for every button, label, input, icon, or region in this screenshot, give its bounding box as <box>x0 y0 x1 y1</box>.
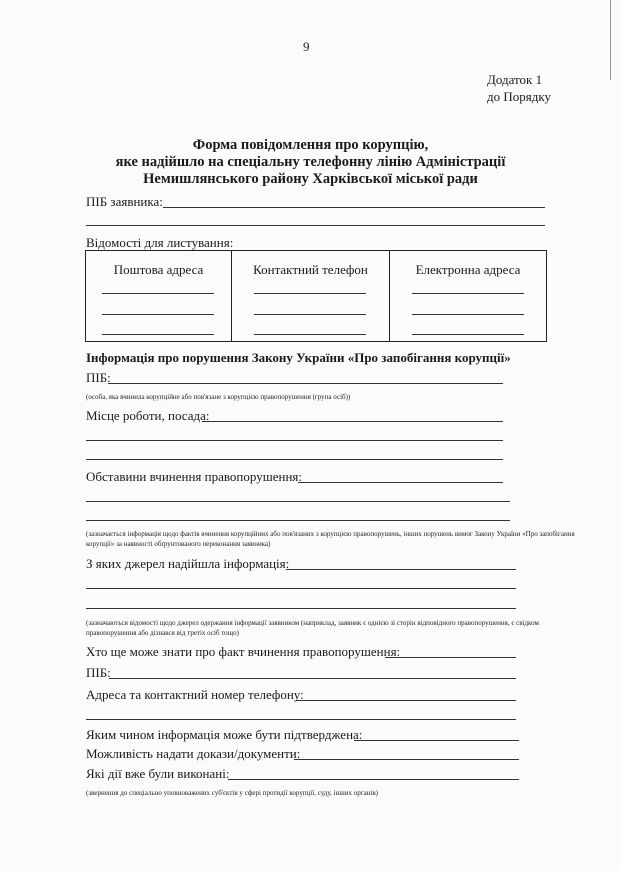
sources-label: З яких джерел надійшла інформація: <box>86 556 290 571</box>
witness-name-field[interactable] <box>109 678 516 679</box>
contact-phone-line-2[interactable] <box>254 314 366 315</box>
violator-name-note: (особа, яка вчинила корупційне або пов'язане з корупцією правопорушення (група осіб)) <box>86 393 351 401</box>
workplace-field[interactable] <box>202 421 503 422</box>
appendix-line-1: Додаток 1 <box>487 72 543 87</box>
contact-phone-header: Контактний телефон <box>253 262 368 277</box>
violation-heading: Інформація про порушення Закону України «Про запобігання корупції» <box>86 350 511 365</box>
appendix-line-2: до Порядку <box>487 89 551 104</box>
violator-name-field[interactable] <box>108 383 503 384</box>
contact-table <box>85 250 547 342</box>
actions-note: (звернення до спеціально уповноважених суб'єктів у сфері протидії корупції, суду, інших органів) <box>86 789 379 797</box>
contact-phone-line-1[interactable] <box>254 293 366 294</box>
address-phone-field-2[interactable] <box>86 719 516 720</box>
correspondence-label: Відомості для листування: <box>86 235 234 250</box>
address-phone-label: Адреса та контактний номер телефону: <box>86 687 304 702</box>
form-title-line-1: Форма повідомлення про корупцію, <box>192 137 429 153</box>
page-edge <box>610 0 611 80</box>
contact-phone-cell <box>232 251 390 341</box>
actions-field[interactable] <box>228 779 519 780</box>
circumstances-note: (зазначається інформація щодо фактів вчинення корупційних або пов'язаних з корупцією правопорушень, інших порушень вимог Закону України «Про запобігання корупції» за наявності обґрунтованого переконання заявника) <box>86 530 575 548</box>
postal-address-cell <box>86 251 232 341</box>
postal-address-line-3[interactable] <box>102 334 214 335</box>
workplace-label: Місце роботи, посада: <box>86 408 210 423</box>
workplace-field-2[interactable] <box>86 440 503 441</box>
form-title-line-3: Немишлянського району Харківської міської ради <box>143 171 478 187</box>
sources-note: (зазначаються відомості щодо джерел одержання інформації заявником (наприклад, заявник є однією зі сторін відповідного правопорушення, є свідком правопорушення або дізнався від третіх осіб тощо) <box>86 619 539 637</box>
applicant-name-field-2[interactable] <box>86 225 545 226</box>
form-title-line-2: яке надійшло на спеціальну телефонну лінію Адміністрації <box>115 154 506 170</box>
email-header: Електронна адреса <box>415 262 521 277</box>
witness-name-label: ПІБ: <box>86 665 111 680</box>
applicant-name-label: ПІБ заявника: <box>86 194 163 209</box>
sources-field-2[interactable] <box>86 588 516 589</box>
postal-address-line-2[interactable] <box>102 314 214 315</box>
postal-address-header: Поштова адреса <box>113 262 204 277</box>
email-line-2[interactable] <box>412 314 524 315</box>
applicant-name-field[interactable] <box>163 207 545 208</box>
workplace-field-3[interactable] <box>86 459 503 460</box>
postal-address-line-1[interactable] <box>102 293 214 294</box>
violator-name-label: ПІБ: <box>86 370 111 385</box>
who-knows-field[interactable] <box>385 657 516 658</box>
sources-field-3[interactable] <box>86 608 516 609</box>
email-line-1[interactable] <box>412 293 524 294</box>
confirm-label: Яким чином інформація може бути підтверджена: <box>86 727 363 742</box>
who-knows-label: Хто ще може знати про факт вчинення правопорушення: <box>86 644 401 659</box>
sources-field[interactable] <box>286 569 516 570</box>
confirm-field[interactable] <box>354 740 519 741</box>
evidence-label: Можливість надати докази/документи: <box>86 746 301 761</box>
circumstances-label: Обставини вчинення правопорушення: <box>86 469 302 484</box>
actions-label: Які дії вже були виконані: <box>86 766 230 781</box>
email-line-3[interactable] <box>412 334 524 335</box>
circumstances-field[interactable] <box>298 482 503 483</box>
evidence-field[interactable] <box>294 759 519 760</box>
circumstances-field-2[interactable] <box>86 501 510 502</box>
email-cell <box>390 251 546 341</box>
page-number: 9 <box>303 39 310 54</box>
circumstances-field-3[interactable] <box>86 520 510 521</box>
address-phone-field[interactable] <box>296 700 516 701</box>
contact-phone-line-3[interactable] <box>254 334 366 335</box>
